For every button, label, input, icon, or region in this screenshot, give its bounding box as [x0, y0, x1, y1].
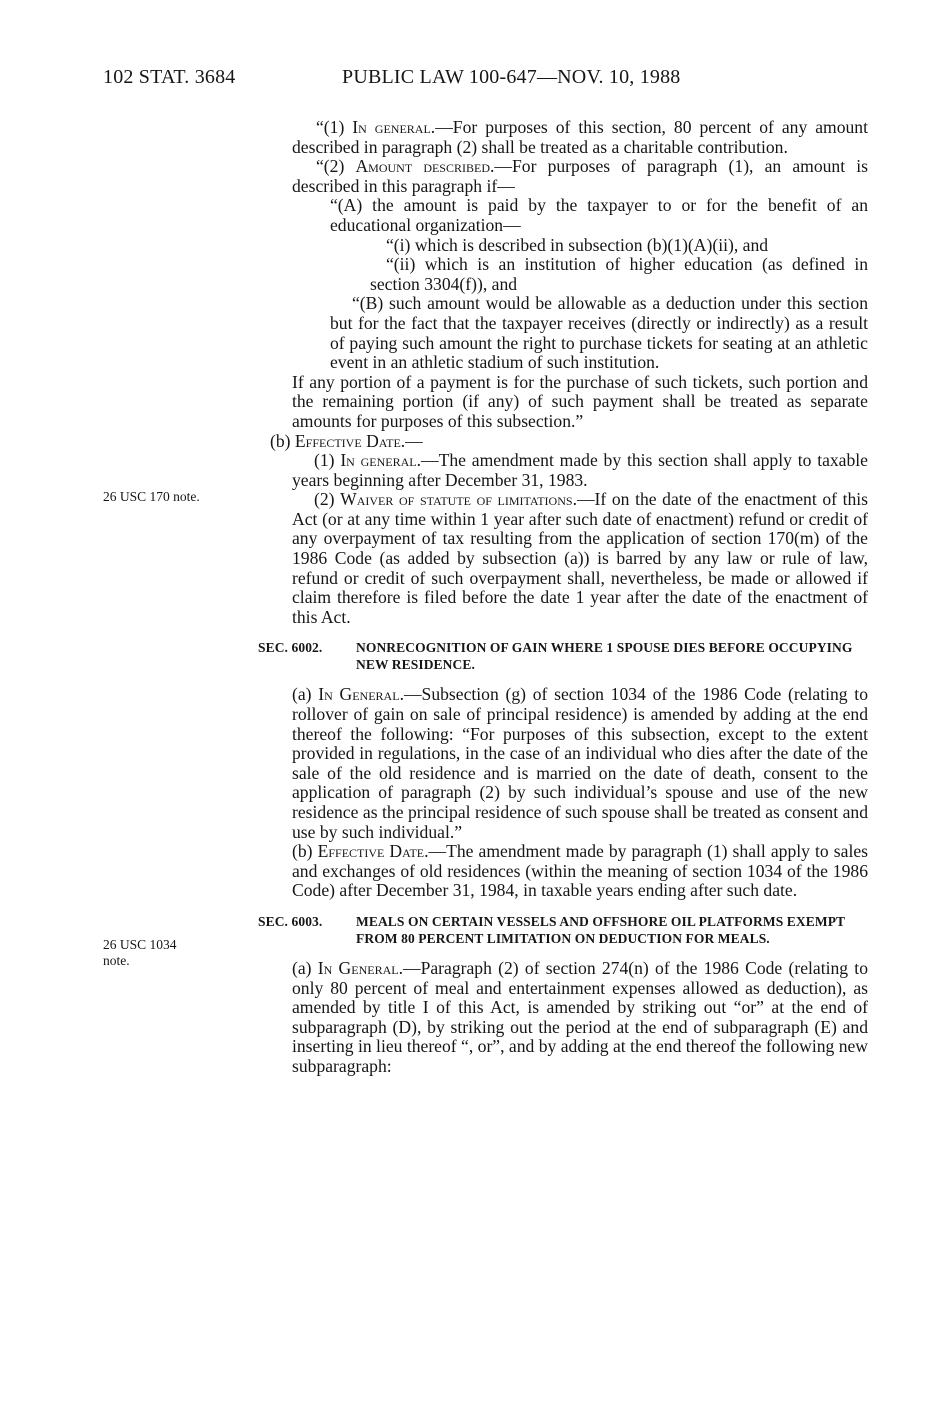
margin-note-usc-1034: 26 USC 1034 note.: [103, 937, 177, 968]
subparagraph-b: “(B) such amount would be allowable as a deduction under this section but for the fact that the taxpayer receives (directly or indirectly) as a result of paying such amount the right to purchase tickets for seating at an athletic event in an athletic stadium of such institution.: [330, 293, 868, 373]
section-6003-number: SEC. 6003.: [258, 913, 323, 929]
section-6002-subsection-b: (b) Effective Date.—The amendment made by paragraph (1) shall apply to sales and exchanges of old residences (within the meaning of section 1034 of the 1986 Code) after December 31, 1984, in taxable years ending after such date.: [292, 841, 868, 901]
section-6003-heading: [258, 913, 868, 947]
stat-page-number: 102 STAT. 3684: [103, 66, 236, 88]
paragraph-1-in-general: “(1) In general.—For purposes of this section, 80 percent of any amount described in paragraph (2) shall be treated as a charitable contribution.: [292, 117, 868, 157]
paragraph-2-amount-described: “(2) Amount described.—For purposes of paragraph (1), an amount is described in this paragraph if—: [292, 156, 868, 196]
clause-ii: “(ii) which is an institution of higher education (as defined in section 3304(f)), and: [370, 254, 868, 294]
subsection-b-1: (1) In general.—The amendment made by this section shall apply to taxable years beginning after December 31, 1983.: [292, 450, 868, 490]
subsection-b-2: (2) Waiver of statute of limitations.—If on the date of the enactment of this Act (or at any time within 1 year after such date of enactment) refund or credit of any overpayment of tax resulting from the application of section 170(m) of the 1986 Code (as added by subsection (a)) is barred by any law or rule of law, refund or credit of such overpayment shall, nevertheless, be made or allowed if claim therefore is filed before the date 1 year after the date of the enactment of this Act.: [292, 489, 869, 627]
subparagraph-a: “(A) the amount is paid by the taxpayer to or for the benefit of an educational organization—: [330, 195, 868, 235]
body-text: [258, 117, 869, 1077]
section-6003-subsection-a: (a) In General.—Paragraph (2) of section 274(n) of the 1986 Code (relating to only 80 percent of meal and entertainment expenses allowed as deduction), as amended by title I of this Act, is amended by striking out “or” at the end of subparagraph (D), by striking out the period at the end of subparagraph (E) and inserting in lieu thereof “, or”, and by adding at the end thereof the following new subparagraph:: [292, 957, 869, 1076]
section-6003-title: MEALS ON CERTAIN VESSELS AND OFFSHORE OIL PLATFORMS EXEMPT FROM 80 PERCENT LIMITATION ON DEDUCTION FOR MEALS.: [356, 913, 845, 946]
public-law-header: PUBLIC LAW 100-647—NOV. 10, 1988: [342, 66, 681, 88]
section-6002-title: NONRECOGNITION OF GAIN WHERE 1 SPOUSE DIES BEFORE OCCUPYING NEW RESIDENCE.: [356, 640, 853, 673]
paragraph-if-any-portion: If any portion of a payment is for the purchase of such tickets, such portion and the remaining portion (if any) of such payment shall be treated as separate amounts for purposes of this subsection.”: [292, 371, 868, 431]
section-6002-subsection-a: (a) In General.—Subsection (g) of section 1034 of the 1986 Code (relating to rollover of gain on sale of principal residence) is amended by adding at the end thereof the following: “For purposes of this subsection, except to the extent provided in regulations, in the case of an individual who dies after the date of the sale of the old residence and is married on the date of death, consent to the application of paragraph (2) by such individual’s spouse and use of the new residence as the principal residence of such spouse shall be treated as consent and use by such individual.”: [292, 684, 868, 842]
clause-i: “(i) which is described in subsection (b)(1)(A)(ii), and: [386, 234, 769, 255]
section-6002-number: SEC. 6002.: [258, 640, 323, 656]
section-6002-heading: [258, 639, 868, 673]
margin-note-usc-170: 26 USC 170 note.: [103, 489, 200, 504]
subsection-b-effective-date: (b) Effective Date.—: [270, 430, 423, 451]
